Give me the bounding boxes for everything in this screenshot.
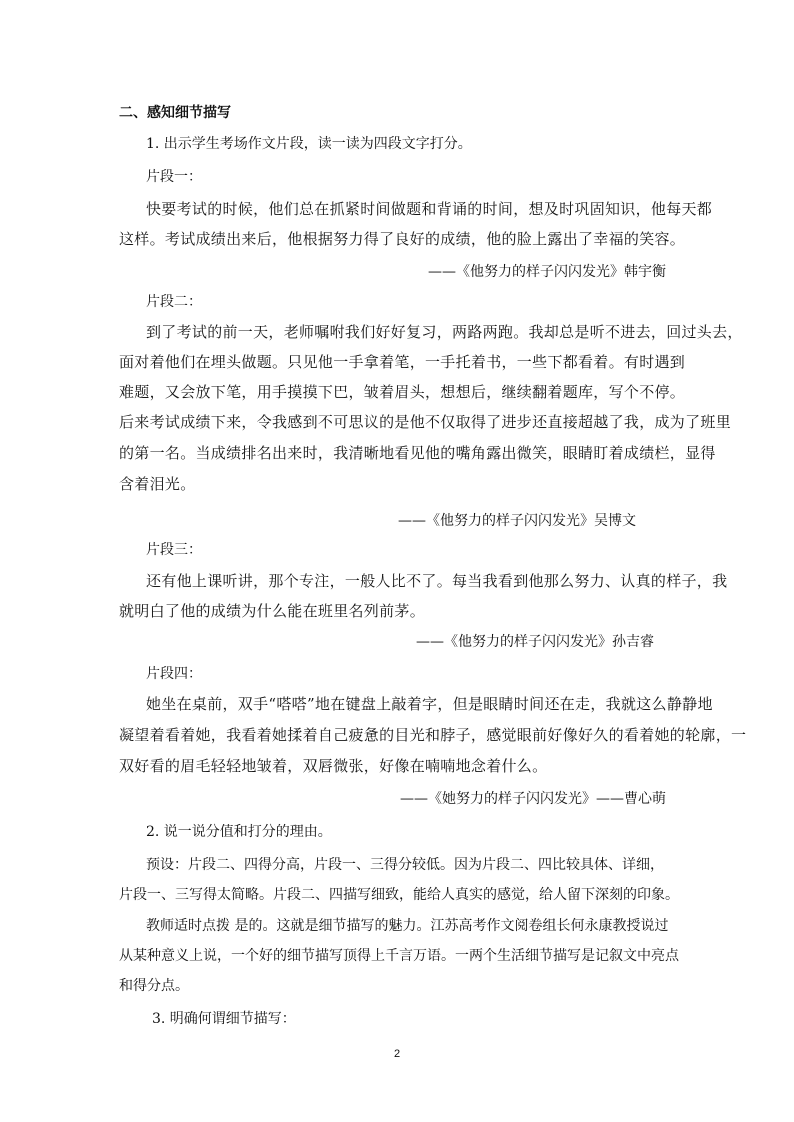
excerpt1-label: 片段一： — [146, 169, 202, 185]
page-number: 2 — [393, 1048, 401, 1060]
excerpt2-line: 面对着他们在埋头做题。只见他一手拿着笔，一手托着书，一些下都看着。有时遇到 — [119, 353, 686, 371]
excerpt1-attribution: ——《他努力的样子闪闪发光》韩宇衡 — [428, 264, 666, 280]
teacher-line: 教师适时点拨 是的。这就是细节描写的魅力。江苏高考作文阅卷组长何永康教授说过 — [146, 918, 669, 934]
excerpt4-label: 片段四： — [146, 666, 202, 682]
excerpt4-line: 凝望着看着她，我看着她揉着自己疲惫的目光和脖子，感觉眼前好像好久的看着她的轮廓，一 — [119, 726, 747, 744]
teacher-line: 和得分点。 — [119, 978, 189, 994]
excerpt2-label: 片段二： — [146, 294, 202, 310]
excerpt4-line: 双好看的眉毛轻轻地皱着，双唇微张，好像在喃喃地念着什么。 — [119, 757, 548, 775]
excerpt2-line: 的第一名。当成绩排名出来时，我清晰地看见他的嘴角露出微笑，眼睛盯着成绩栏，显得 — [119, 444, 716, 462]
excerpt4-attribution: ——《她努力的样子闪闪发光》——曹心萌 — [400, 791, 666, 807]
section-heading: 二、感知细节描写 — [119, 105, 231, 121]
item1-intro: 1. 出示学生考场作文片段，读一读为四段文字打分。 — [146, 136, 472, 152]
excerpt4-line: 她坐在桌前，双手“嗒嗒”地在键盘上敲着字，但是眼睛时间还在走，我就这么静静地 — [146, 695, 713, 713]
excerpt2-line: 到了考试的前一天，老师嘱咐我们好好复习，两路两跑。我却总是听不进去，回过头去， — [146, 323, 743, 341]
excerpt3-label: 片段三： — [146, 542, 202, 558]
excerpt2-attribution: ——《他努力的样子闪闪发光》吴博文 — [398, 513, 636, 529]
teacher-line: 从某种意义上说，一个好的细节描写顶得上千言万语。一两个生活细节描写是记叙文中亮点 — [119, 948, 679, 964]
excerpt2-line: 后来考试成绩下来，令我感到不可思议的是他不仅取得了进步还直接超越了我，成为了班里 — [119, 413, 732, 431]
excerpt3-line: 就明白了他的成绩为什么能在班里名列前茅。 — [119, 602, 426, 620]
excerpt3-line: 还有他上课听讲，那个专注，一般人比不了。每当我看到他那么努力、认真的样子，我 — [146, 572, 728, 590]
excerpt2-line: 难题，又会放下笔，用手摸摸下巴，皱着眉头，想想后，继续翻着题库，写个不停。 — [119, 383, 686, 401]
excerpt1-line: 这样。考试成绩出来后，他根据努力得了良好的成绩，他的脸上露出了幸福的笑容。 — [119, 230, 686, 248]
preset-line: 片段一、三写得太简略。片段二、四描写细致，能给人真实的感觉，给人留下深刻的印象。 — [119, 887, 679, 903]
item2-title: 2. 说一说分值和打分的理由。 — [146, 824, 332, 840]
excerpt1-line: 快要考试的时候，他们总在抓紧时间做题和背诵的时间，想及时巩固知识，他每天都 — [146, 200, 713, 218]
excerpt3-attribution: ——《他努力的样子闪闪发光》孙吉睿 — [416, 634, 654, 650]
preset-line: 预设：片段二、四得分高，片段一、三得分较低。因为片段二、四比较具体、详细， — [146, 857, 664, 873]
excerpt2-line: 含着泪光。 — [119, 475, 196, 493]
item3-title: 3. 明确何谓细节描写： — [152, 1011, 296, 1027]
